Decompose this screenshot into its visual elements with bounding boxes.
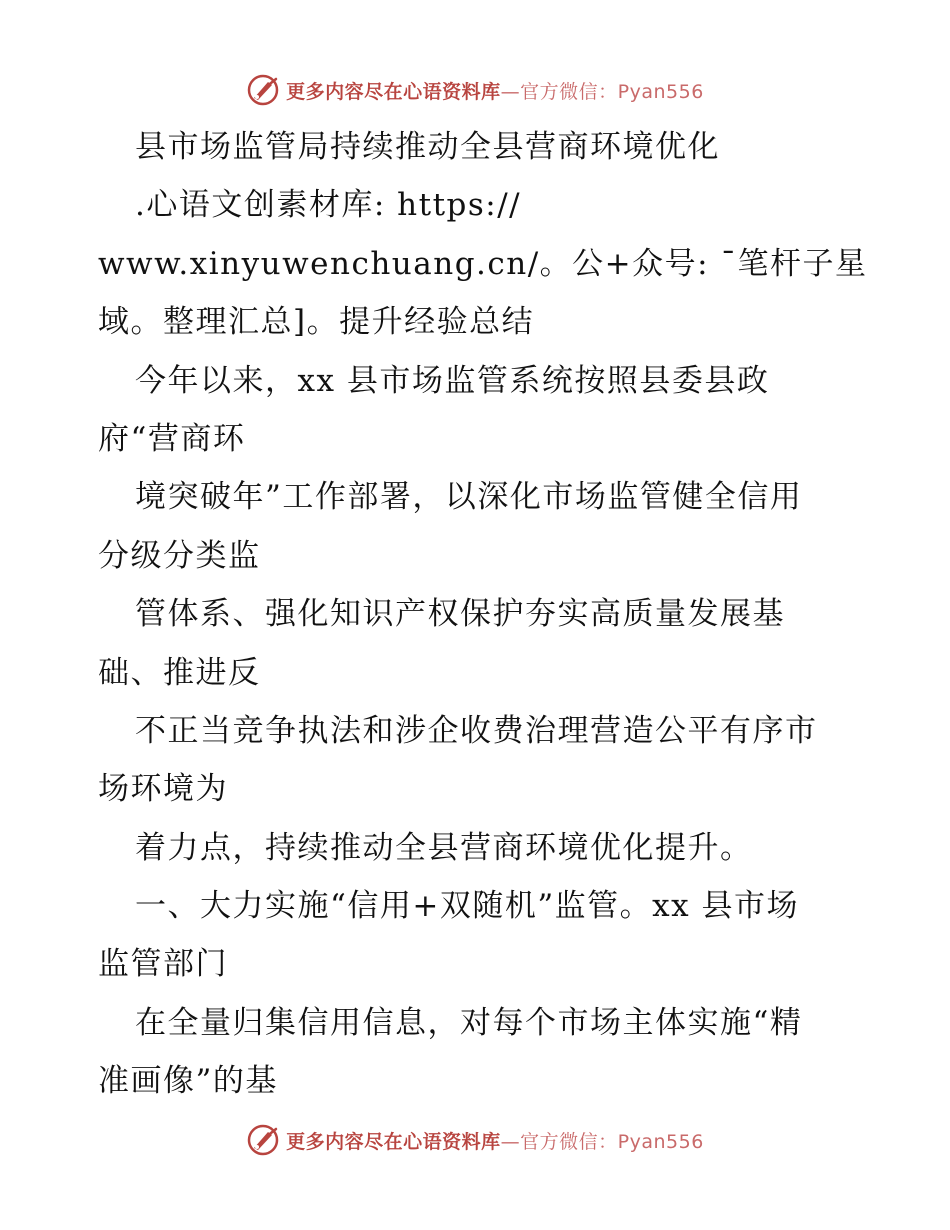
text-line: 今年以来，xx 县市场监管系统按照县委县政 <box>135 362 770 399</box>
watermark-brand: 更多内容尽在心语资料库 <box>286 1130 501 1153</box>
text-line: .心语文创素材库: https:// <box>135 187 522 224</box>
section-heading-line: 一、大力实施“信用+双随机”监管。xx 县市场 <box>135 888 799 925</box>
text-line: 场环境为 <box>98 771 228 808</box>
text-line: 监管部门 <box>98 946 228 983</box>
text-line: 府“营商环 <box>98 420 246 457</box>
text-line: 着力点，持续推动全县营商环境优化提升。 <box>135 829 753 866</box>
footer-watermark-banner <box>0 1120 950 1160</box>
quill-logo-icon <box>246 73 280 107</box>
watermark-suffix: —官方微信：Pyan556 <box>500 80 704 103</box>
header-watermark-banner <box>0 70 950 110</box>
text-line: 境突破年”工作部署，以深化市场监管健全信用 <box>135 479 803 516</box>
watermark-text <box>286 1127 704 1154</box>
text-line: 础、推进反 <box>98 654 261 691</box>
text-line: 域。整理汇总]。提升经验总结 <box>98 304 535 341</box>
document-body <box>98 118 868 1111</box>
text-line: 准画像”的基 <box>98 1063 278 1100</box>
watermark-suffix: —官方微信：Pyan556 <box>500 1130 704 1153</box>
watermark-text <box>286 77 704 104</box>
text-line: 在全量归集信用信息，对每个市场主体实施“精 <box>135 1004 803 1041</box>
text-line: www.xinyuwenchuang.cn/。公+众号: ¯笔杆子星 <box>98 245 868 282</box>
document-title: 县市场监管局持续推动全县营商环境优化 <box>135 129 720 165</box>
watermark-brand: 更多内容尽在心语资料库 <box>286 80 501 103</box>
text-line: 分级分类监 <box>98 537 261 574</box>
text-line: 管体系、强化知识产权保护夯实高质量发展基 <box>135 596 785 633</box>
quill-logo-icon <box>246 1123 280 1157</box>
text-line: 不正当竞争执法和涉企收费治理营造公平有序市 <box>135 712 818 749</box>
